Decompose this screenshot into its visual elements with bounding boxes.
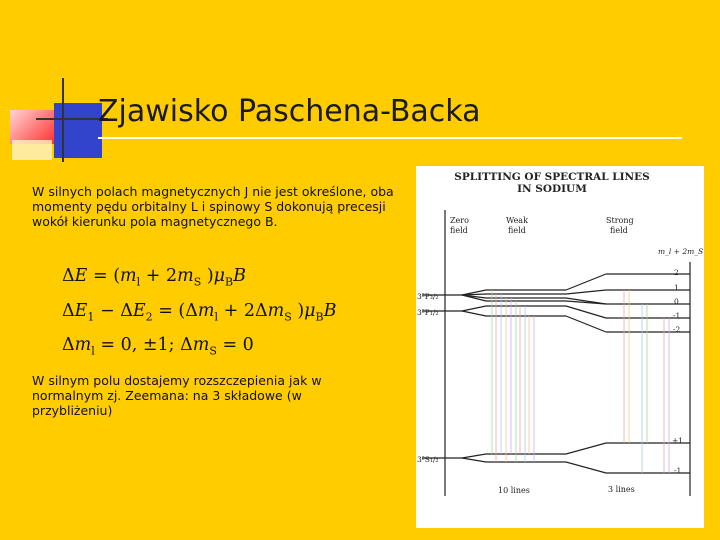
slide-title: Zjawisko Paschena-Backa bbox=[98, 94, 481, 129]
label-s-m1: -1 bbox=[674, 466, 682, 475]
equation-3: $\Delta m_l = 0$, ±1; $\Delta m_S = 0$ bbox=[62, 335, 254, 358]
col-strong-label-1: Strong bbox=[606, 216, 634, 225]
label-ml-1: 1 bbox=[674, 283, 679, 292]
label-ml-m2: -2 bbox=[673, 325, 681, 334]
col-weak-label-1: Weak bbox=[506, 216, 528, 225]
label-ml-m1: -1 bbox=[673, 311, 681, 320]
label-10-lines: 10 lines bbox=[498, 486, 530, 495]
deco-vertical-line bbox=[62, 78, 64, 162]
deco-red-square bbox=[10, 110, 54, 144]
deco-white-block bbox=[12, 140, 52, 160]
equation-1: $\Delta E = (m_l + 2m_S$ )$\mu_BB$ bbox=[62, 266, 247, 289]
col-strong-label-2: field bbox=[610, 226, 628, 235]
label-s12: 3²S₁/₂ bbox=[417, 455, 439, 464]
splitting-figure bbox=[416, 166, 704, 528]
label-ml-0: 0 bbox=[674, 297, 679, 306]
paragraph-intro: W silnych polach magnetycznych J nie jest określone, oba momenty pędu orbitalny L i spinowy S dokonują precesji wokół kierunku pola magnetycznego B. bbox=[32, 184, 394, 229]
label-ml-2: 2 bbox=[674, 268, 679, 277]
figure-title-line2: IN SODIUM bbox=[517, 183, 587, 195]
title-underline bbox=[98, 137, 682, 139]
label-s-p1: +1 bbox=[672, 436, 684, 445]
figure-title-line1: SPLITTING OF SPECTRAL LINES bbox=[454, 171, 650, 183]
label-3-lines: 3 lines bbox=[608, 485, 635, 494]
label-p12: 3²P₁/₂ bbox=[417, 308, 439, 317]
label-p32: 3²P₃/₂ bbox=[417, 292, 439, 301]
col-weak-label-2: field bbox=[508, 226, 526, 235]
equation-2: $\Delta E_1 - \Delta E_2 = (\Delta m_l + 2\Delta m_S$ )$\mu_BB$ bbox=[62, 300, 337, 323]
col-zero-label-2: field bbox=[450, 226, 468, 235]
paragraph-conclusion: W silnym polu dostajemy rozszczepienia jak w normalnym zj. Zeemana: na 3 składowe (w przybliżeniu) bbox=[32, 373, 322, 418]
ml-header: m_l + 2m_S bbox=[658, 247, 704, 256]
equations bbox=[62, 262, 337, 366]
col-zero-label-1: Zero bbox=[450, 216, 469, 225]
